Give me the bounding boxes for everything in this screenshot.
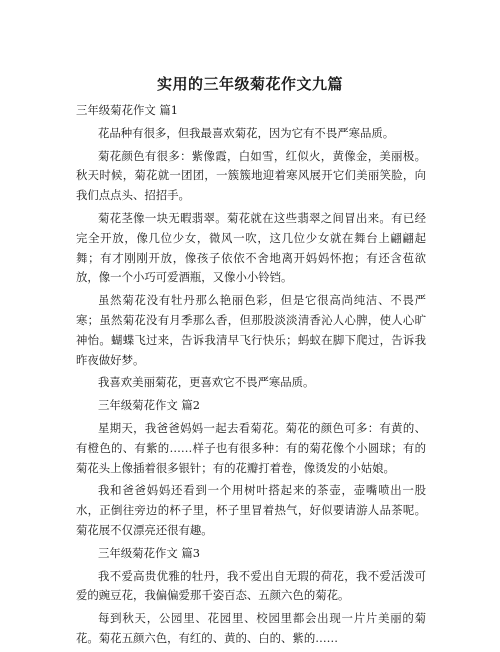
paragraph: 菊花颜色有很多：紫像霞，白如雪，红似火，黄像金，美丽极。秋天时候，菊花就一团团，一簇簇地迎着寒风展开它们美丽笑脸，向我们点点头、招招手。 (76, 148, 426, 203)
paragraph: 花品种有很多，但我最喜欢菊花，因为它有不畏严寒品质。 (98, 125, 395, 140)
paragraph: 每到秋天，公园里、花园里、校园里都会出现一片片美丽的菊花。菊花五颜六色，有红的、黄的、白的、紫的…… (76, 611, 426, 645)
page-title: 实用的三年级菊花作文九篇 (156, 75, 343, 93)
article-body (76, 101, 426, 652)
paragraph: 我和爸爸妈妈还看到一个用树叶搭起来的茶壶，壶嘴喷出一股水，正倒往旁边的杯子里，杯子里冒着热气，好似要请游人品茶呢。菊花展不仅漂亮还很有趣。 (76, 483, 426, 537)
paragraph: 菊花茎像一块无暇翡翠。菊花就在这些翡翠之间冒出来。有已经完全开放，像几位少女，微风一吹，这几位少女就在舞台上翩翩起舞；有才刚刚开放，像孩子依依不舍地离开妈妈怀抱；有还含苞欲放，像一个小巧可爱酒瓶，又像小小铃铛。 (76, 210, 426, 285)
section-heading-3: 三年级菊花作文 篇3 (98, 545, 200, 560)
section-heading-1: 三年级菊花作文 篇1 (76, 103, 178, 117)
section-heading-2: 三年级菊花作文 篇2 (98, 398, 200, 413)
paragraph: 我喜欢美丽菊花，更喜欢它不畏严寒品质。 (98, 375, 315, 390)
paragraph: 我不爱高贵优雅的牡丹，我不爱出自无瑕的荷花，我不爱活泼可爱的豌豆花，我偏偏爱那千姿百态、五颜六色的菊花。 (76, 568, 426, 603)
paragraph: 星期天，我爸爸妈妈一起去看菊花。菊花的颜色可多：有黄的、有橙色的、有紫的……样子也有很多种：有的菊花像个小圆球；有的菊花头上像插着很多银针；有的花瓣打着卷，像烫发的小姑娘。 (76, 420, 426, 475)
paragraph: 虽然菊花没有牡丹那么艳丽色彩，但是它很高尚纯洁、不畏严寒；虽然菊花没有月季那么香，但那股淡淡清香沁人心脾，使人心旷神怡。蝴蝶飞过来，告诉我清早飞行快乐；蚂蚁在脚下爬过，告诉我昨夜做好梦。 (76, 293, 426, 367)
